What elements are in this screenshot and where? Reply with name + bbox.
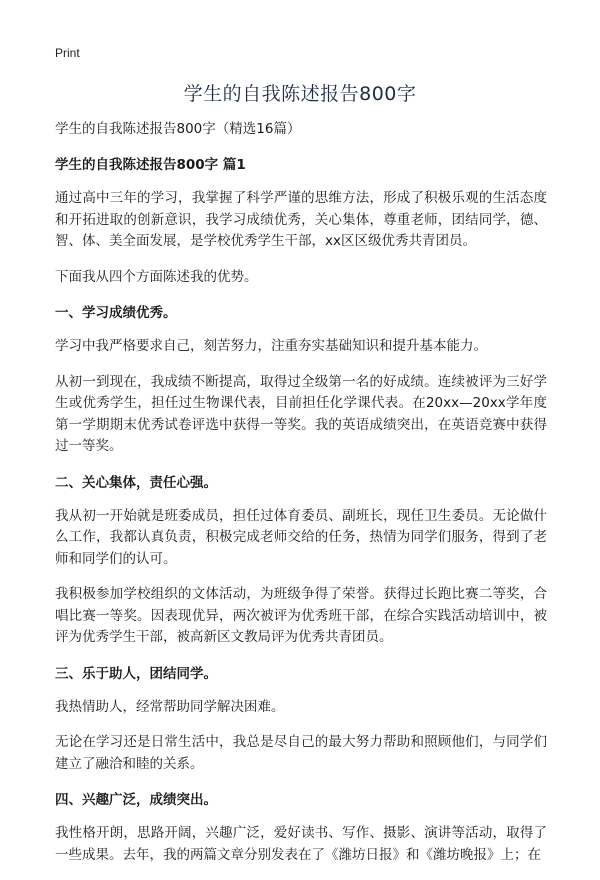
article-heading: 学生的自我陈述报告800字 篇1 [55, 157, 246, 173]
paragraph: 无论在学习还是日常生活中，我总是尽自己的最大努力帮助和照顾他们，与同学们建立了融洽和睦的关系。 [55, 734, 547, 772]
paragraph: 我从初一开始就是班委成员，担任过体育委员、副班长，现任卫生委员。无论做什么工作，我都认真负责，积极完成老师交给的任务，热情为同学们服务，得到了老师和同学们的认可。 [55, 507, 547, 567]
article-subtitle: 学生的自我陈述报告800字（精选16篇） [55, 121, 301, 137]
article-body [55, 118, 547, 880]
section-heading: 四、兴趣广泛，成绩突出。 [55, 792, 217, 808]
paragraph: 我热情助人，经常帮助同学解决困难。 [55, 698, 285, 715]
paragraph: 我性格开朗，思路开阔，兴趣广泛，爱好读书、写作、摄影、演讲等活动，取得了一些成果。去年，我的两篇文章分别发表在了《潍坊日报》和《潍坊晚报》上；在 [55, 825, 547, 863]
section-heading: 三、乐于助人，团结同学。 [55, 665, 217, 682]
page-title: 学生的自我陈述报告800字 [183, 83, 417, 105]
section-heading: 二、关心集体，责任心强。 [55, 474, 217, 491]
paragraph: 我积极参加学校组织的文体活动，为班级争得了荣誉。获得过长跑比赛二等奖，合唱比赛一等奖。因表现优异，两次被评为优秀班干部，在综合实践活动培训中，被评为优秀学生干部，被高新区文教局评为优秀共青团员。 [55, 586, 547, 645]
section-heading: 一、学习成绩优秀。 [55, 305, 177, 321]
paragraph: 下面我从四个方面陈述我的优势。 [55, 268, 258, 285]
paragraph: 从初一到现在，我成绩不断提高，取得过全级第一名的好成绩。连续被评为三好学生或优秀学生，担任过生物课代表，目前担任化学课代表。在20xx—20xx学年度第一学期期末优秀试卷评选中获得一等奖。我的英语成绩突出，在英语竞赛中获得过一等奖。 [55, 373, 547, 454]
print-link[interactable]: Print [55, 46, 80, 60]
paragraph: 学习中我严格要求自己，刻苦努力，注重夯实基础知识和提升基本能力。 [55, 338, 487, 354]
paragraph: 通过高中三年的学习，我掌握了科学严谨的思维方法，形成了积极乐观的生活态度和开拓进取的创新意识，我学习成绩优秀，关心集体，尊重老师，团结同学，德、智、体、美全面发展，是学校优秀学生干部，xx区区级优秀共青团员。 [55, 190, 547, 249]
